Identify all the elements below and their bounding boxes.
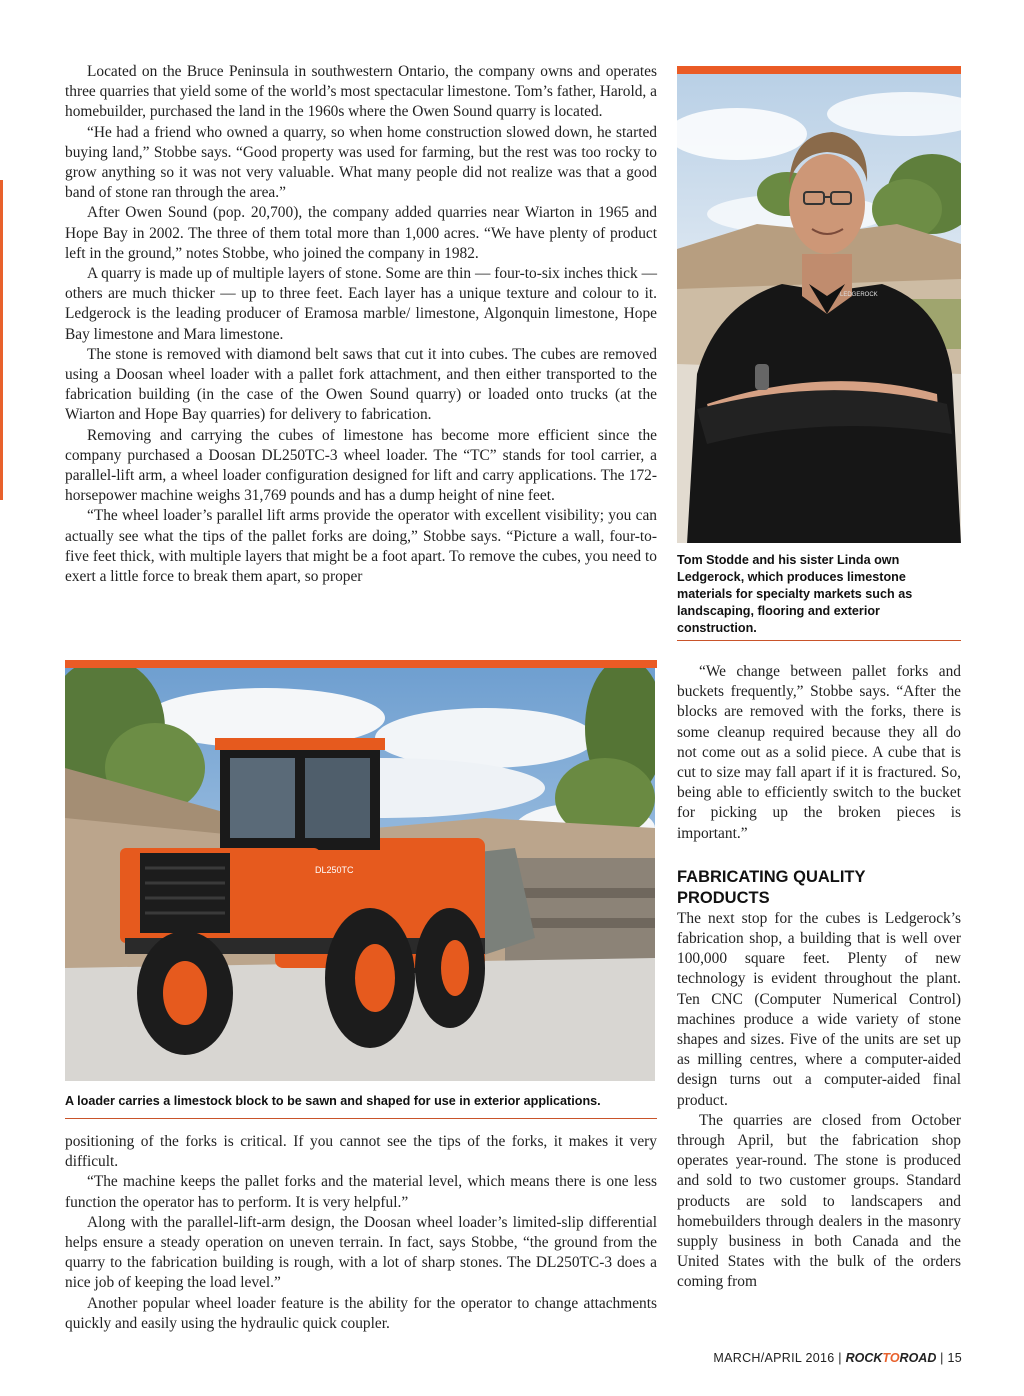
article-left-top bbox=[65, 62, 657, 587]
paragraph: “The wheel loader’s parallel lift arms provide the operator with excellent visibility; you can actually see what the tips of the pallet forks are doing,” Stobbe says. “Picture a wall, four-to-five feet thick, with multiple layers that might be a foot apart. To remove the cubes, you need to exert a little force to break them apart, so proper bbox=[65, 507, 657, 586]
paragraph: Another popular wheel loader feature is the ability for the operator to change attachments quickly and easily using the hydraulic quick coupler. bbox=[65, 1294, 657, 1332]
paragraph: The quarries are closed from October through April, but the fabrication shop operates year-round. The stone is produced and sold to two customer groups. Standard products are sold to landscapers and homebuilders through dealers in the masonry supply business in both Canada and the United States with the bulk of the orders coming from bbox=[677, 1111, 961, 1291]
issue-date: MARCH/APRIL 2016 bbox=[713, 1351, 835, 1365]
page-footer bbox=[713, 1351, 962, 1365]
portrait-caption: Tom Stodde and his sister Linda own Ledgerock, which produces limestone materials for specialty markets such as landscaping, flooring and exterior construction. bbox=[677, 553, 913, 635]
page-number: 15 bbox=[947, 1351, 962, 1365]
loader-caption: A loader carries a limestock block to be sawn and shaped for use in exterior applications. bbox=[65, 1094, 601, 1108]
paragraph: “The machine keeps the pallet forks and the material level, which means there is one less function the operator has to perform. It is very helpful.” bbox=[65, 1173, 657, 1211]
loader-photo-rule bbox=[65, 660, 657, 668]
paragraph: The stone is removed with diamond belt saws that cut it into cubes. The cubes are removed using a Doosan wheel loader with a pallet fork attachment, and then either transported to the fabrication building (in the case of the Owen Sound quarry) or loaded onto trucks (at the Wiarton and Hope Bay quarries) for delivery to fabrication. bbox=[65, 345, 657, 424]
portrait-photo-rule bbox=[677, 66, 961, 74]
footer-separator: | bbox=[838, 1351, 842, 1365]
paragraph: Located on the Bruce Peninsula in southwestern Ontario, the company owns and operates three quarries that yield some of the world’s most spectacular limestone. Tom’s father, Harold, a homebuilder, purchased the land in the 1960s where the Owen Sound quarry is located. bbox=[65, 63, 657, 121]
loader-photo bbox=[65, 668, 655, 1081]
page-edge-accent bbox=[0, 180, 3, 500]
paragraph: “He had a friend who owned a quarry, so when home construction slowed down, he started buying land,” Stobbe says. “Good property was used for farming, but the rest was too rocky to grow anything so it was not very valuable. What many people did not realize was that a good band of stone ran through the area.” bbox=[65, 123, 657, 202]
article-left-bottom bbox=[65, 1132, 657, 1334]
article-right bbox=[677, 662, 961, 1293]
paragraph: positioning of the forks is critical. If you cannot see the tips of the forks, it makes it very difficult. bbox=[65, 1133, 657, 1171]
paragraph: After Owen Sound (pop. 20,700), the company added quarries near Wiarton in 1965 and Hope Bay in 2002. The three of them total more than 1,000 acres. “We have plenty of product left in the ground,” notes Stobbe, who joined the company in 1982. bbox=[65, 204, 657, 262]
footer-separator: | bbox=[940, 1351, 944, 1365]
paragraph: The next stop for the cubes is Ledgerock’s fabrication shop, a building that is well over 100,000 square feet. Plenty of new technology is evident throughout the plant. Ten CNC (Computer Numerical Control) machines produce a wide variety of stone shapes and sizes. Five of the units are set up as milling centres, where a computer-aided design turns out a computer-aided final product. bbox=[677, 909, 961, 1109]
portrait-photo-illustration bbox=[677, 74, 961, 543]
loader-photo-illustration bbox=[65, 668, 655, 1081]
cab-badge: DL250TC bbox=[315, 865, 354, 875]
portrait-photo bbox=[677, 74, 961, 543]
loader-caption-rule bbox=[65, 1118, 657, 1119]
paragraph: A quarry is made up of multiple layers of stone. Some are thin — four-to-six inches thick — others are much thicker — up to three feet. Each layer has a unique texture and colour to it. Ledgerock is the leading producer of Eramosa marble/ limestone, Algonquin limestone, Hope Bay limestone and Mara limestone. bbox=[65, 265, 657, 343]
section-heading: FABRICATING QUALITY PRODUCTS bbox=[677, 867, 866, 907]
paragraph: Removing and carrying the cubes of limestone has become more efficient since the company purchased a Doosan DL250TC-3 wheel loader. The “TC” stands for tool carrier, a parallel-lift arm, a wheel loader configuration designed for lift and carry applications. The 172-horsepower machine weighs 31,769 pounds and has a dump height of nine feet. bbox=[65, 426, 657, 505]
portrait-caption-rule bbox=[677, 640, 961, 641]
shirt-logo: LEDGEROCK bbox=[840, 292, 878, 298]
paragraph: “We change between pallet forks and buckets frequently,” Stobbe says. “After the blocks are removed with the forks, there is some cleanup required because they all do not come out as a solid piece. A cube that is cut to size may fall apart if it is fractured. So, being able to efficiently switch to the bucket for picking up the broken pieces is important.” bbox=[677, 663, 961, 842]
magazine-logo: ROCKTOROAD bbox=[845, 1351, 937, 1365]
paragraph: Along with the parallel-lift-arm design, the Doosan wheel loader’s limited-slip differential helps ensure a steady operation on uneven terrain. In fact, says Stobbe, “the ground from the quarry to the fabrication building is rough, with a lot of sharp stones. The DL250TC-3 does a nice job of keeping the load level.” bbox=[65, 1213, 657, 1292]
